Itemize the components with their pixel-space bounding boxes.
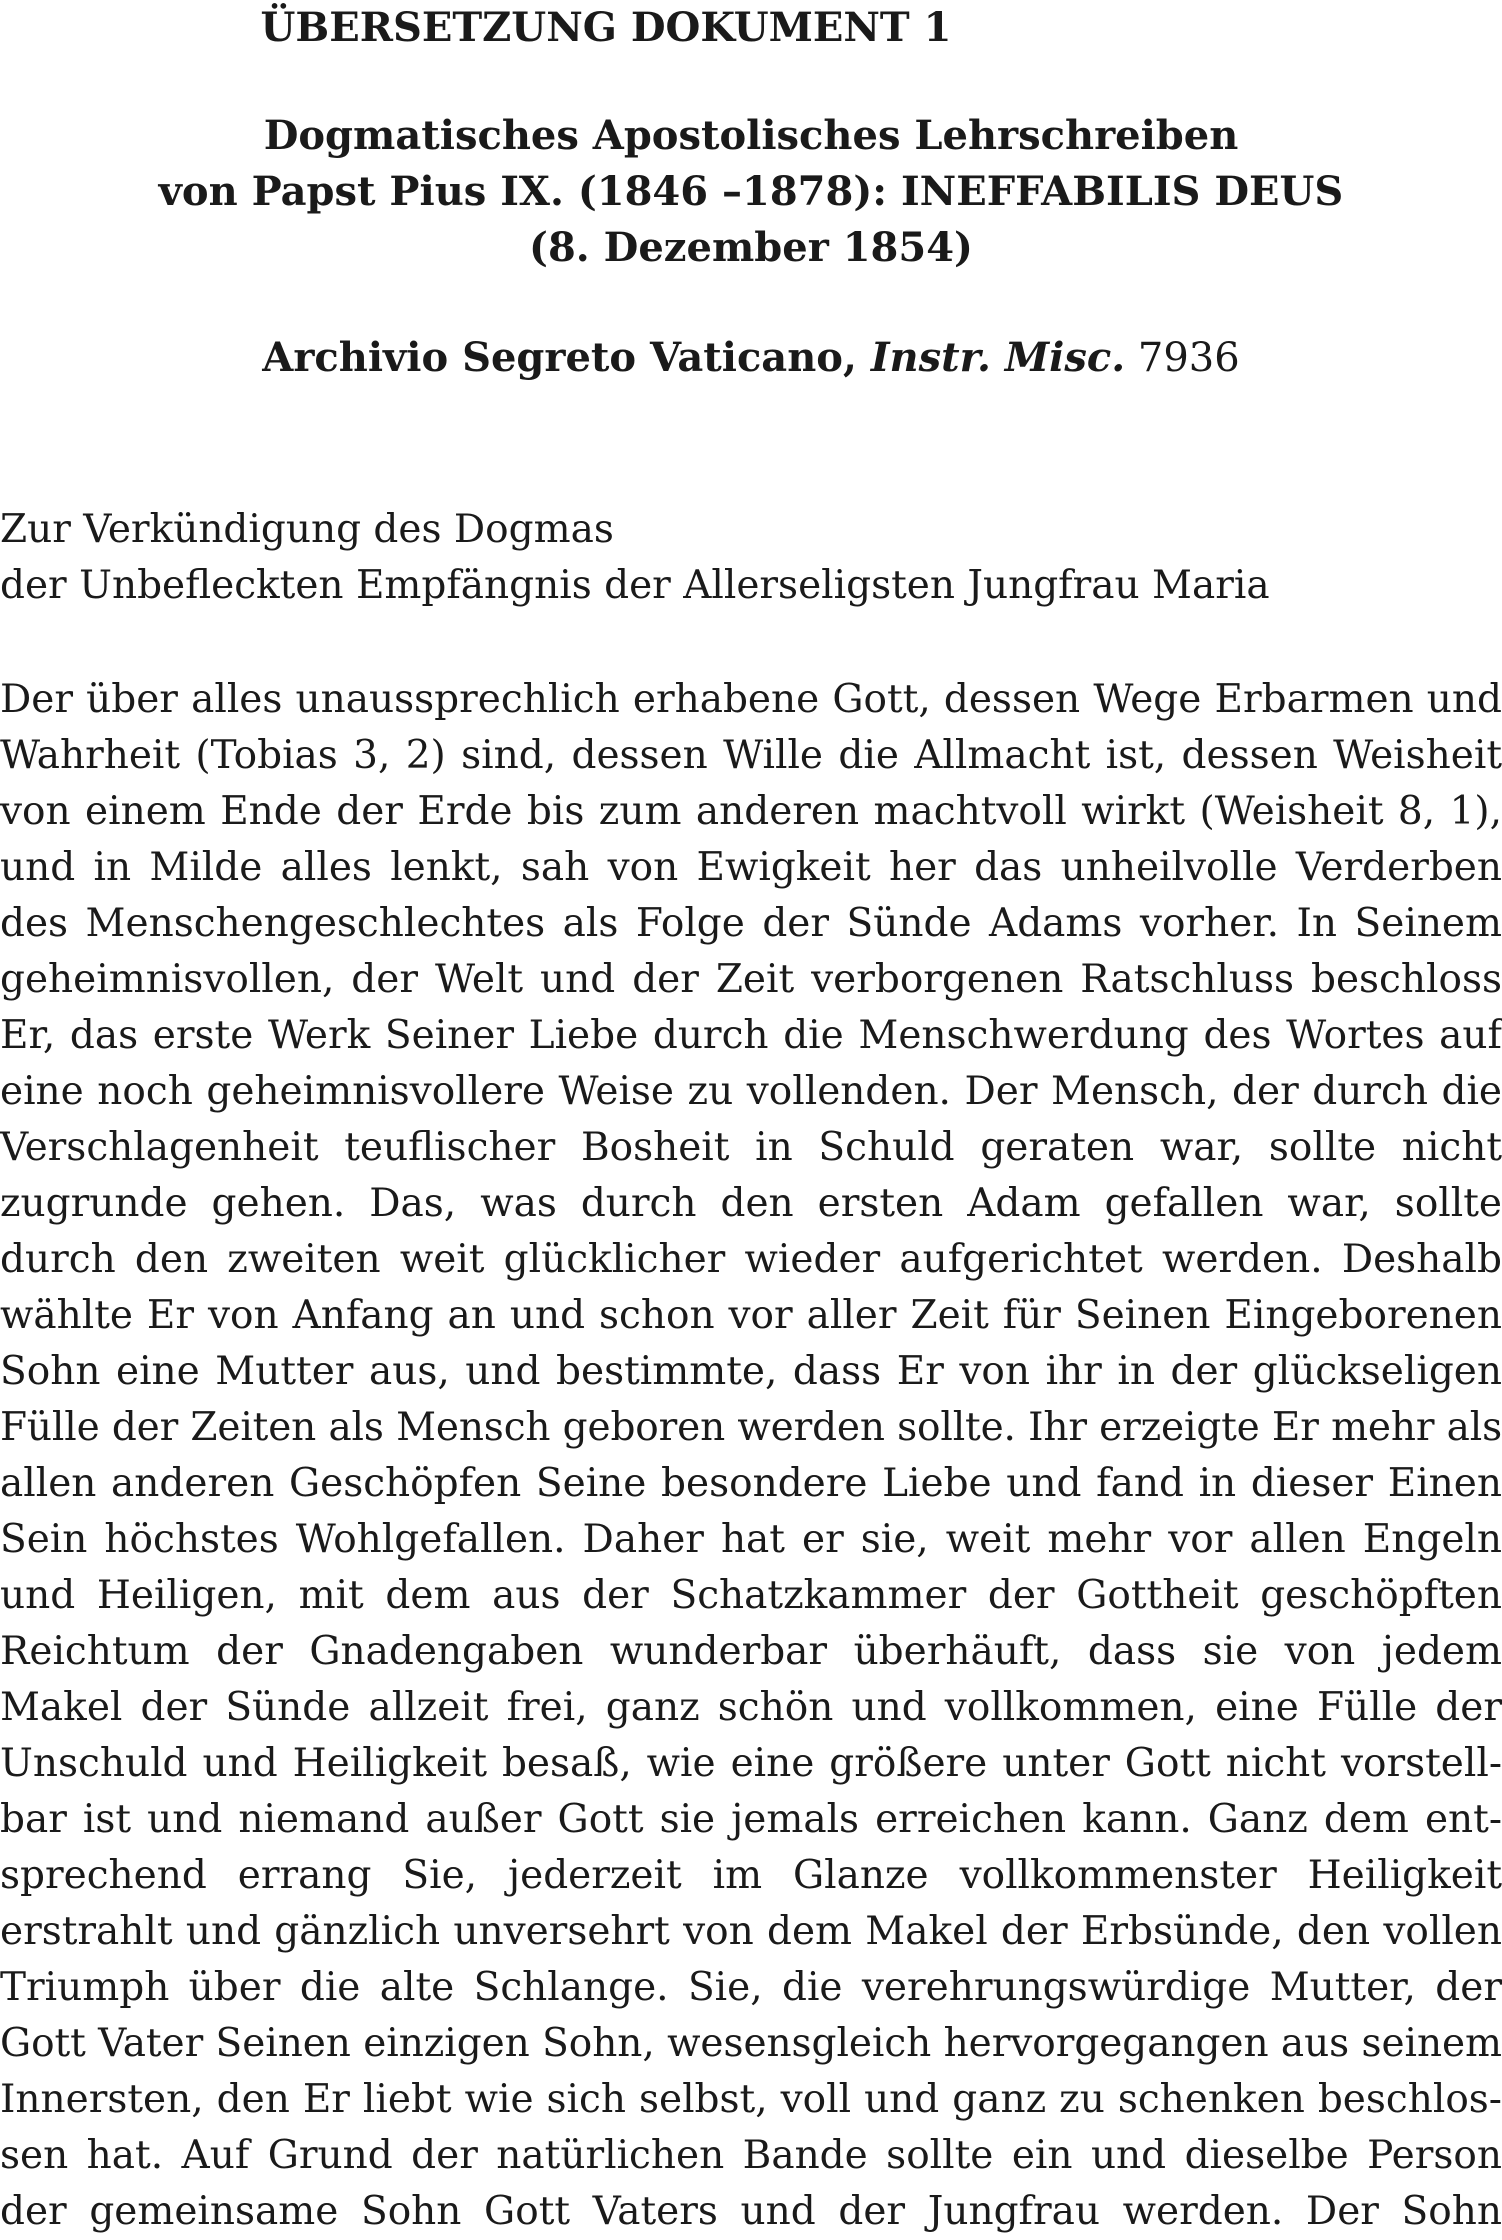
body-line: Fülle der Zeiten als Mensch geboren werden sollte. Ihr erzeigte Er mehr als [0, 1405, 1502, 1450]
title-line: Dogmatisches Apostolisches Lehrschreiben [263, 112, 1239, 159]
body-line: sprechend errang Sie, jederzeit im Glanze vollkommenster Heiligkeit [0, 1853, 1502, 1898]
body-paragraph [0, 672, 1502, 2240]
title-line: (8. Dezember 1854) [529, 224, 973, 271]
body-line: und Heiligen, mit dem aus der Schatzkammer der Gottheit geschöpften [0, 1573, 1502, 1618]
body-line: erstrahlt und gänzlich unversehrt von dem Makel der Erbsünde, den vollen [0, 1909, 1502, 1954]
body-line: zugrunde gehen. Das, was durch den ersten Adam gefallen war, sollte [0, 1181, 1502, 1226]
body-line: Verschlagenheit teuflischer Bosheit in Schuld geraten war, sollte nicht [0, 1125, 1502, 1170]
body-line: Makel der Sünde allzeit frei, ganz schön und vollkommen, eine Fülle der [0, 1685, 1502, 1730]
body-line: Er, das erste Werk Seiner Liebe durch die Menschwerdung des Wortes auf [0, 1013, 1502, 1058]
body-line: Triumph über die alte Schlange. Sie, die verehrungswürdige Mutter, der [0, 1965, 1502, 2010]
document-heading: ÜBERSETZUNG DOKUMENT 1 [260, 4, 952, 51]
body-line: Innersten, den Er liebt wie sich selbst, voll und ganz zu schenken beschlos- [0, 2077, 1502, 2122]
document-title [0, 108, 1502, 276]
body-line: Sein höchstes Wohlgefallen. Daher hat er sie, weit mehr vor allen Engeln [0, 1517, 1502, 1562]
body-line: von einem Ende der Erde bis zum anderen machtvoll wirkt (Weisheit 8, 1), [0, 789, 1502, 834]
body-line: eine noch geheimnisvollere Weise zu vollenden. Der Mensch, der durch die [0, 1069, 1502, 1114]
body-line: Gott Vater Seinen einzigen Sohn, wesensgleich hervorgegangen aus seinem [0, 2021, 1502, 2066]
body-line: Reichtum der Gnadengaben wunderbar überhäuft, dass sie von jedem [0, 1629, 1502, 1674]
body-line: bar ist und niemand außer Gott sie jemals erreichen kann. Ganz dem ent- [0, 1797, 1502, 1842]
subtitle-line: der Unbefleckten Empfängnis der Allerseligsten Jungfrau Maria [0, 563, 1270, 608]
body-line: Wahrheit (Tobias 3, 2) sind, dessen Wille die Allmacht ist, dessen Weisheit [0, 733, 1502, 778]
body-line: Unschuld und Heiligkeit besaß, wie eine größere unter Gott nicht vorstell- [0, 1741, 1502, 1786]
document-subtitle [0, 502, 1270, 614]
body-line: Der über alles unaussprechlich erhabene Gott, dessen Wege Erbarmen und [0, 677, 1502, 722]
body-line: geheimnisvollen, der Welt und der Zeit verborgenen Ratschluss beschloss [0, 957, 1502, 1002]
body-line: wählte Er von Anfang an und schon vor aller Zeit für Seinen Eingeborenen [0, 1293, 1502, 1338]
body-line: allen anderen Geschöpfen Seine besondere Liebe und fand in dieser Einen [0, 1461, 1502, 1506]
subtitle-line: Zur Verkündigung des Dogmas [0, 507, 614, 552]
body-line: und in Milde alles lenkt, sah von Ewigkeit her das unheilvolle Verderben [0, 845, 1502, 890]
body-line: des Menschengeschlechtes als Folge der Sünde Adams vorher. In Seinem [0, 901, 1502, 946]
archive-prefix: Archivio Segreto Vaticano, [262, 334, 871, 381]
archive-reference [0, 330, 1502, 386]
title-line: von Papst Pius IX. (1846 –1878): INEFFABILIS DEUS [158, 168, 1344, 215]
body-line: durch den zweiten weit glücklicher wieder aufgerichtet werden. Deshalb [0, 1237, 1502, 1282]
body-line: sen hat. Auf Grund der natürlichen Bande sollte ein und dieselbe Person [0, 2133, 1502, 2178]
archive-number: 7936 [1125, 335, 1240, 381]
archive-collection: Instr. Misc. [870, 334, 1126, 381]
body-line: der gemeinsame Sohn Gott Vaters und der Jungfrau werden. Der Sohn [0, 2189, 1502, 2234]
body-line: Sohn eine Mutter aus, und bestimmte, dass Er von ihr in der glückseligen [0, 1349, 1502, 1394]
